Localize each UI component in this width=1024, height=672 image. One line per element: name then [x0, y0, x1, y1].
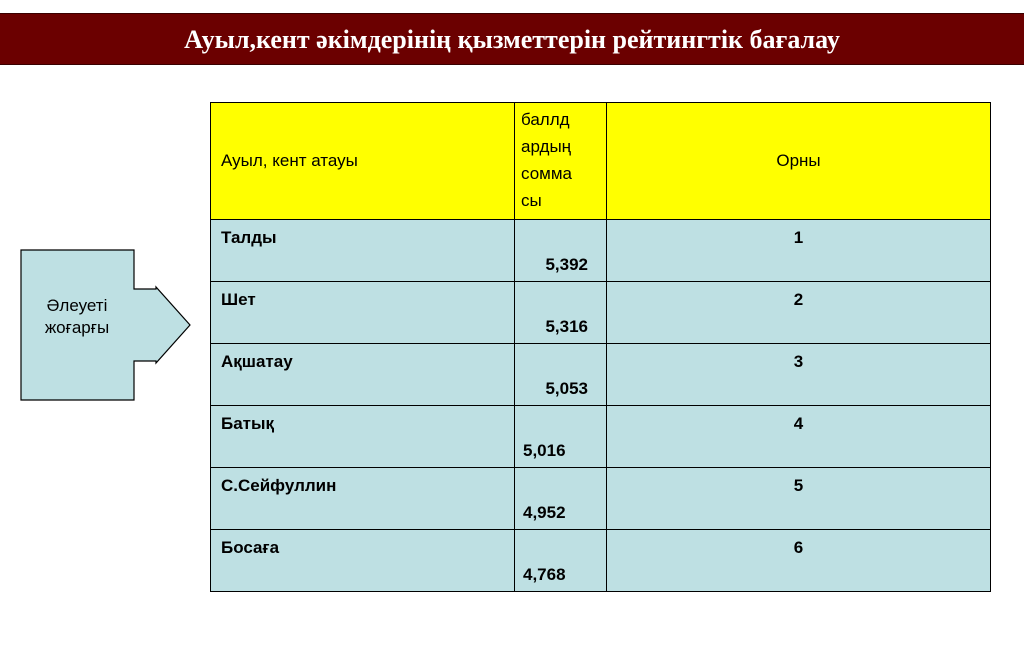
header-name: Ауыл, кент атауы [211, 103, 515, 220]
cell-name: Шет [211, 282, 515, 344]
header-score-line: сомма [521, 164, 572, 183]
header-score-line: сы [521, 191, 542, 210]
callout-line-2: жоғарғы [44, 318, 110, 337]
cell-score: 4,952 [515, 468, 607, 530]
cell-place: 5 [607, 468, 991, 530]
cell-name: С.Сейфуллин [211, 468, 515, 530]
cell-score: 4,768 [515, 530, 607, 592]
cell-score: 5,053 [515, 344, 607, 406]
cell-name: Талды [211, 220, 515, 282]
table-row [211, 344, 991, 406]
table-row [211, 468, 991, 530]
cell-score: 5,392 [515, 220, 607, 282]
callout-label [22, 295, 132, 339]
cell-score: 5,016 [515, 406, 607, 468]
header-score [515, 103, 607, 220]
table-row [211, 220, 991, 282]
header-score-line: баллд [521, 110, 570, 129]
table-row [211, 406, 991, 468]
slide-title: Ауыл,кент әкімдерінің қызметтерін рейтингтік бағалау [184, 25, 840, 54]
table-row [211, 530, 991, 592]
callout-arrow [20, 249, 192, 401]
title-bar [0, 13, 1024, 65]
cell-place: 4 [607, 406, 991, 468]
cell-place: 3 [607, 344, 991, 406]
table-header-row [211, 103, 991, 220]
cell-name: Ақшатау [211, 344, 515, 406]
cell-score: 5,316 [515, 282, 607, 344]
header-place: Орны [607, 103, 991, 220]
callout-line-1: Әлеуеті [46, 296, 108, 315]
cell-place: 2 [607, 282, 991, 344]
cell-place: 6 [607, 530, 991, 592]
rating-table [210, 102, 991, 592]
table-row [211, 282, 991, 344]
header-score-line: ардың [521, 137, 572, 156]
cell-name: Босаға [211, 530, 515, 592]
cell-place: 1 [607, 220, 991, 282]
cell-name: Батық [211, 406, 515, 468]
